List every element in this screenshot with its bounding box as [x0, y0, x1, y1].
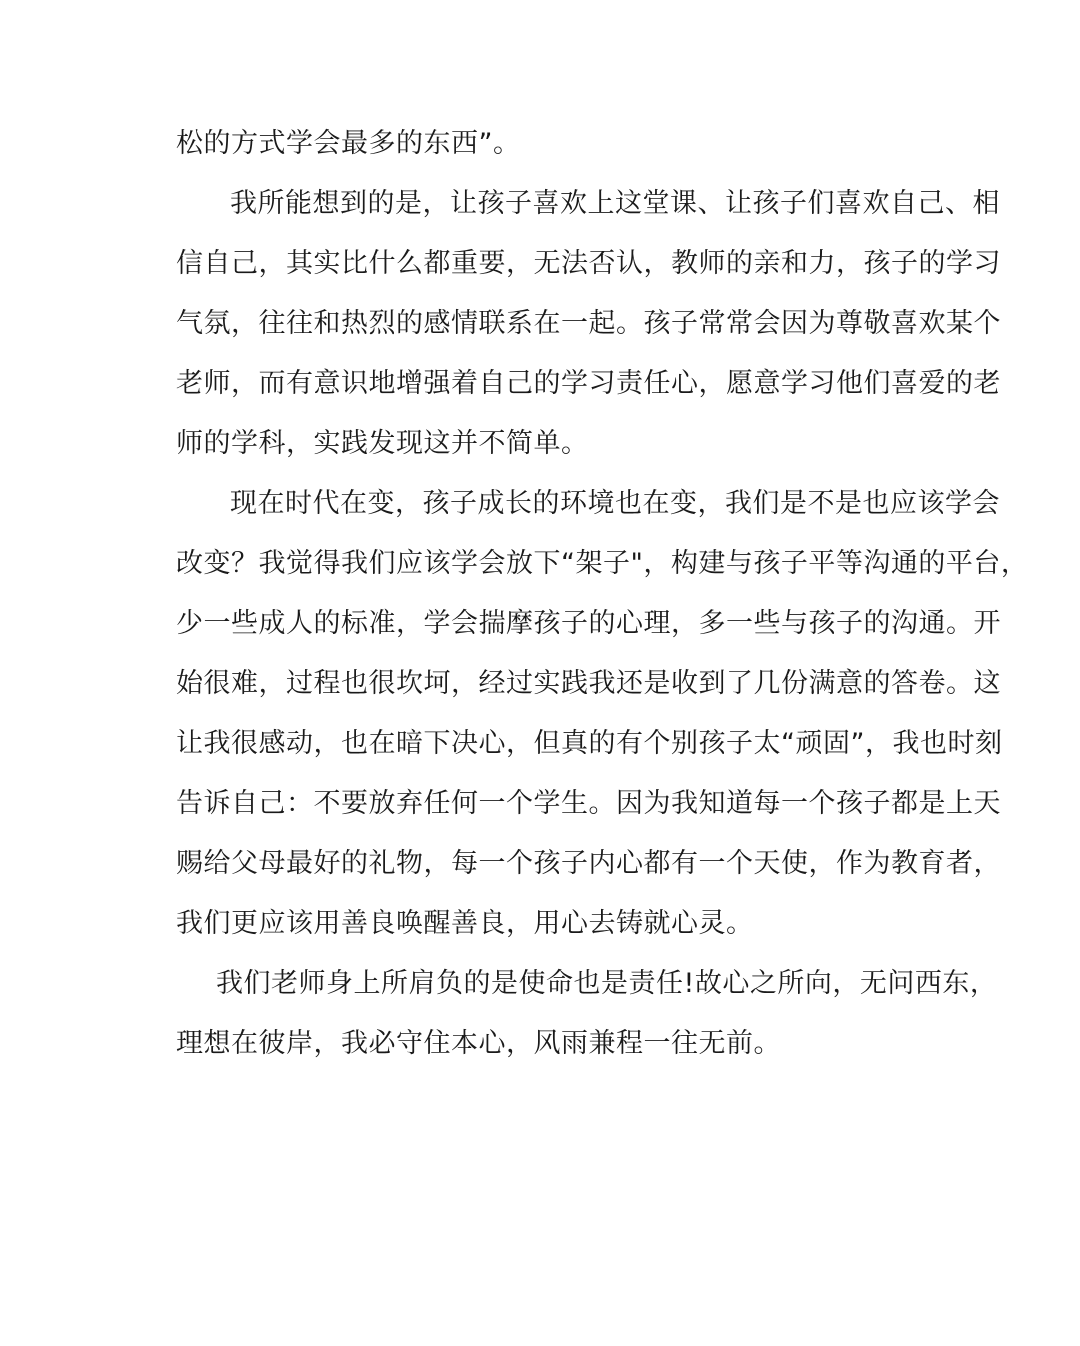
text-line: 改变？我觉得我们应该学会放下“架子"，构建与孩子平等沟通的平台， [176, 548, 1029, 579]
text-line: 气氛，往往和热烈的感情联系在一起。孩子常常会因为尊敬喜欢某个 [176, 308, 1001, 339]
text-line: 信自己，其实比什么都重要，无法否认，教师的亲和力，孩子的学习 [176, 248, 1001, 279]
text-line: 我们更应该用善良唤醒善良，用心去铸就心灵。 [176, 908, 754, 939]
paragraph-3 [176, 474, 1029, 954]
text-line: 让我很感动，也在暗下决心，但真的有个别孩子太“顽固”，我也时刻 [176, 728, 1003, 759]
text-line: 师的学科，实践发现这并不简单。 [176, 428, 589, 459]
text-line: 现在时代在变，孩子成长的环境也在变，我们是不是也应该学会 [230, 488, 1000, 519]
paragraph-1 [176, 114, 996, 174]
document-body [176, 114, 1029, 1074]
paragraph-2 [176, 174, 1001, 474]
text-line: 理想在彼岸，我必守住本心，风雨兼程一往无前。 [176, 1028, 781, 1059]
text-line: 我所能想到的是，让孩子喜欢上这堂课、让孩子们喜欢自己、相 [230, 188, 1000, 219]
text-line: 松的方式学会最多的东西”。 [176, 128, 521, 159]
text-line: 我们老师身上所肩负的是使命也是责任!故心之所向，无问西东， [216, 968, 998, 999]
text-line: 赐给父母最好的礼物，每一个孩子内心都有一个天使，作为教育者， [176, 848, 1001, 879]
text-line: 老师，而有意识地增强着自己的学习责任心，愿意学习他们喜爱的老 [176, 368, 1001, 399]
text-line: 少一些成人的标准，学会揣摩孩子的心理，多一些与孩子的沟通。开 [176, 608, 1001, 639]
paragraph-4 [176, 954, 996, 1074]
text-line: 告诉自己：不要放弃任何一个学生。因为我知道每一个孩子都是上天 [176, 788, 1001, 819]
text-line: 始很难，过程也很坎坷，经过实践我还是收到了几份满意的答卷。这 [176, 668, 1001, 699]
